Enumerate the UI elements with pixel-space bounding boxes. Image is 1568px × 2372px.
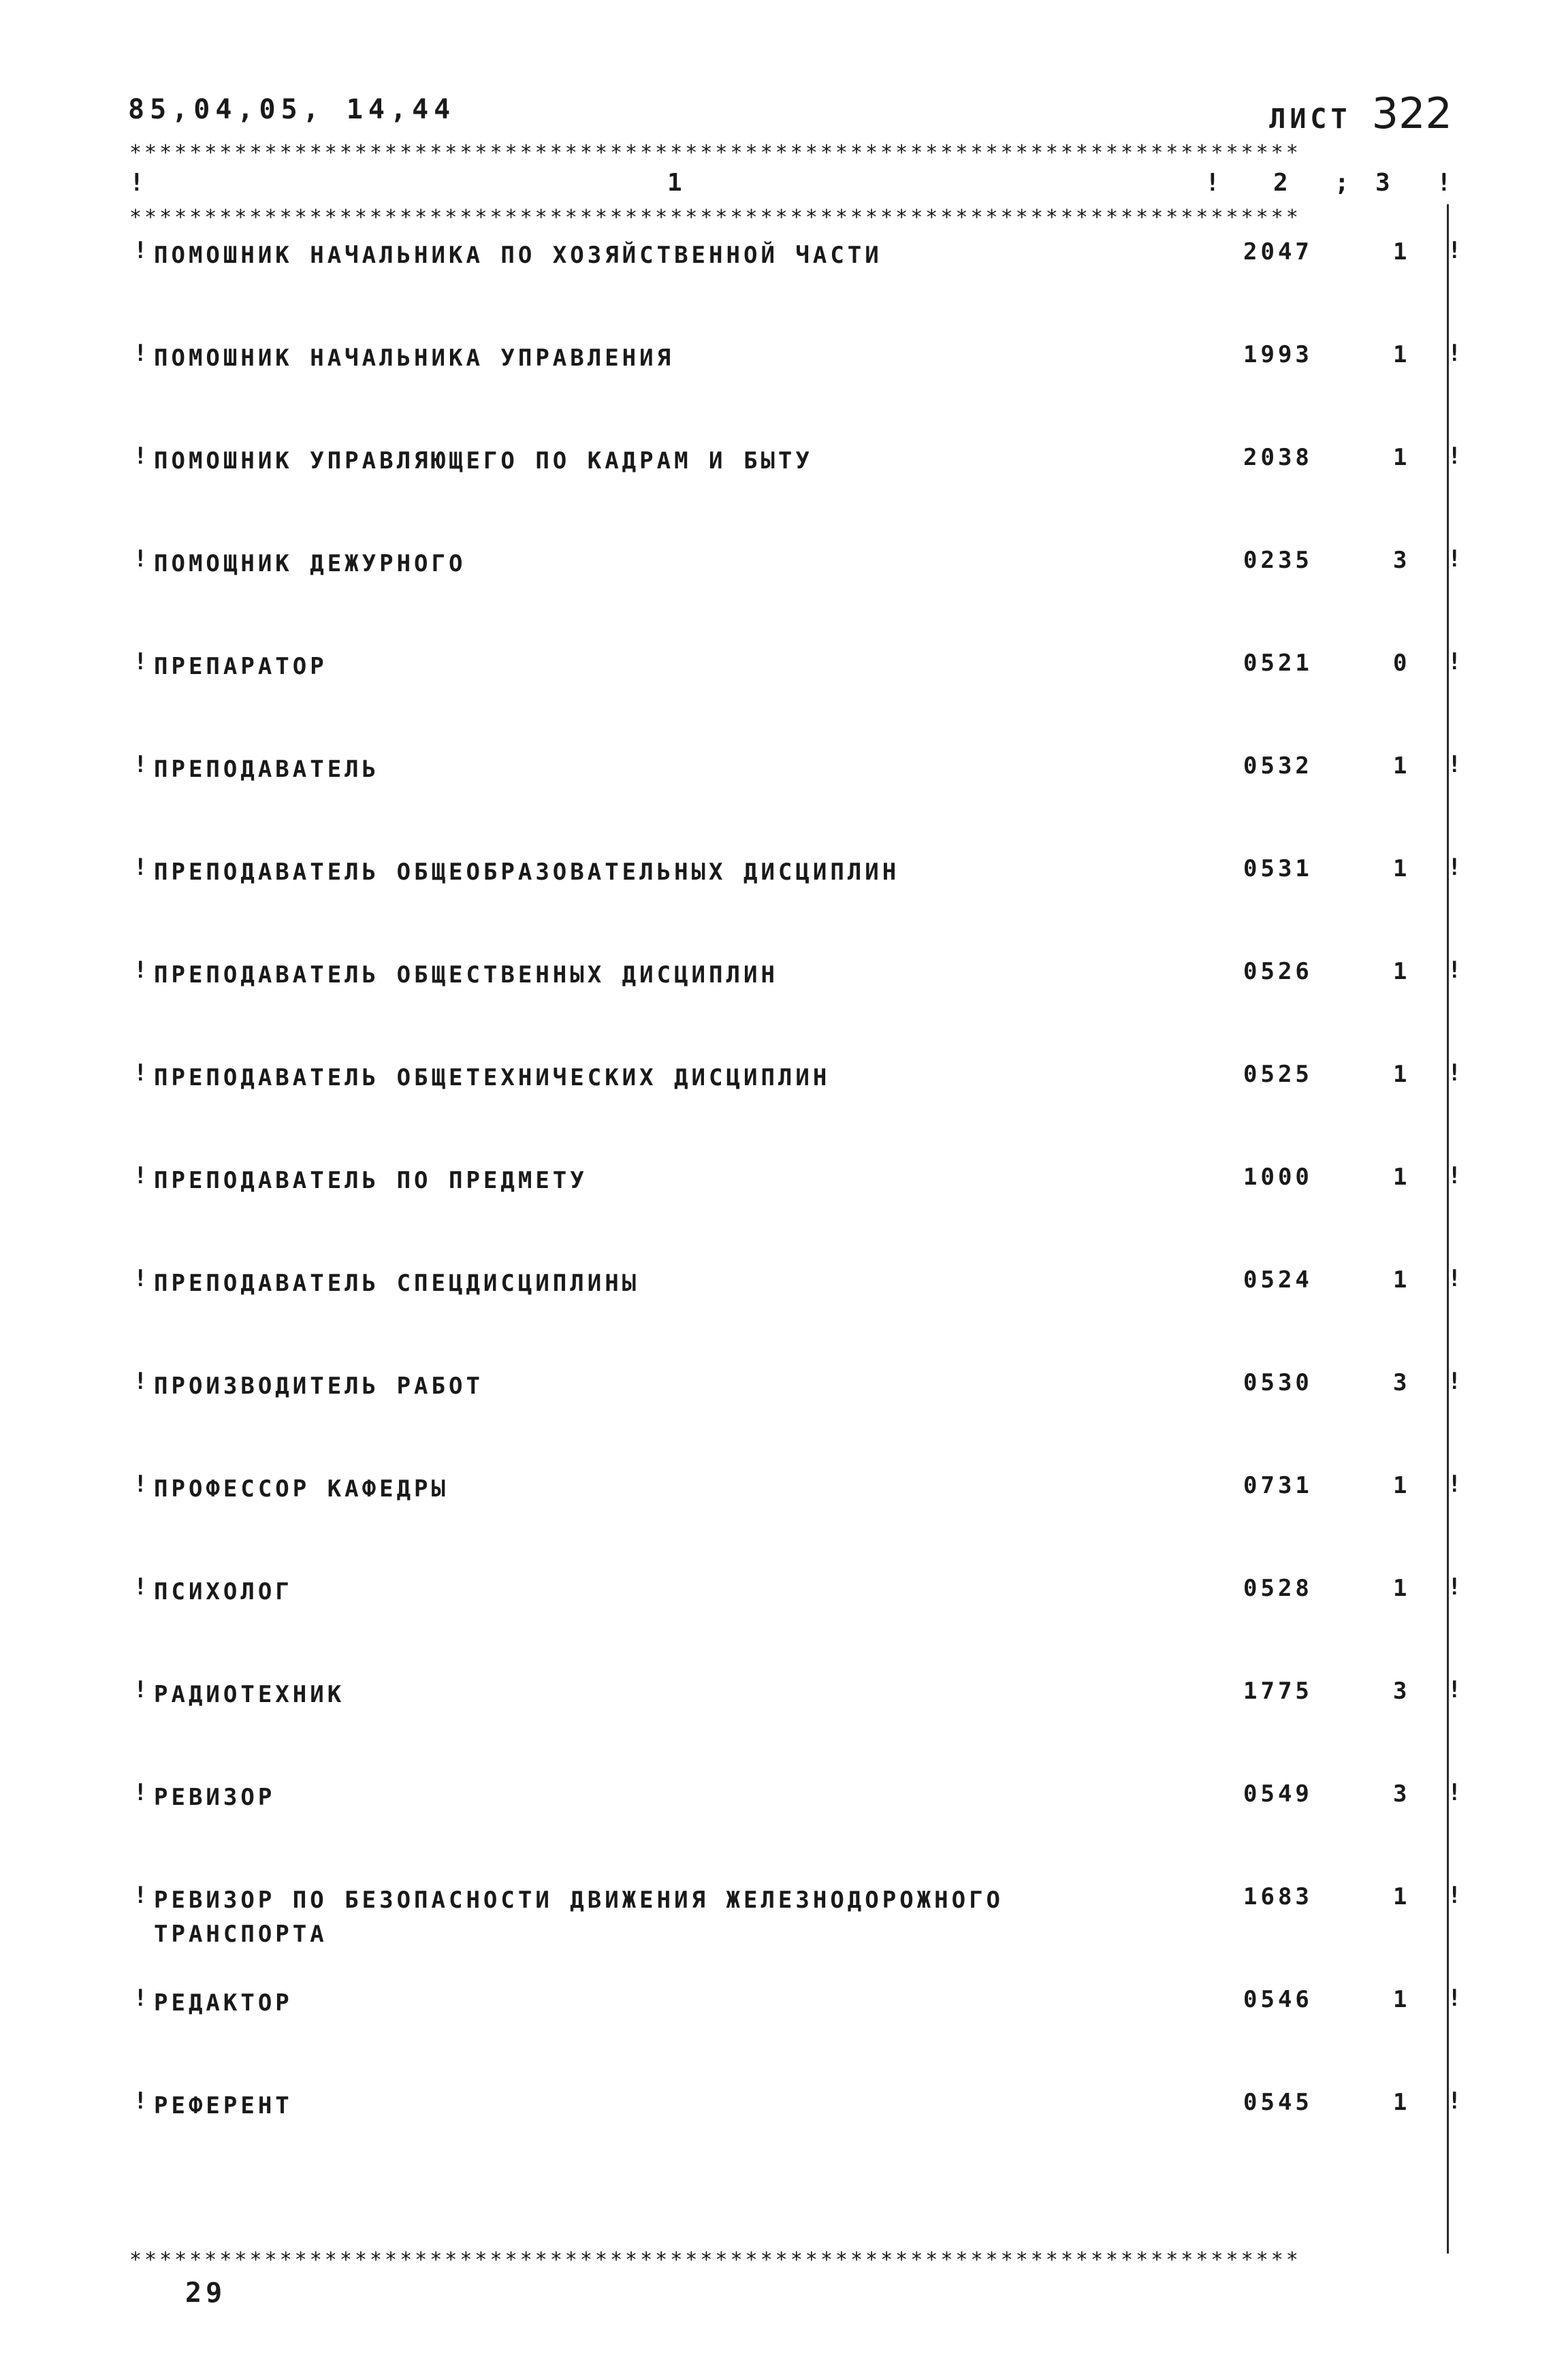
column-header-bar: ! xyxy=(129,169,144,197)
position-name: ПОМОШНИК УПРАВЛЯЮЩЕГО ПО КАДРАМ И БЫТУ xyxy=(154,447,813,475)
position-code: 1000 xyxy=(1243,1164,1313,1191)
position-code: 0530 xyxy=(1243,1369,1313,1396)
row-right-bar: ! xyxy=(1447,1882,1462,1909)
column-header-bar: ; xyxy=(1334,169,1349,197)
position-code: 0521 xyxy=(1243,650,1313,677)
position-code: 1683 xyxy=(1243,1883,1313,1910)
column-header-1: 1 xyxy=(667,169,682,197)
position-name: РЕФЕРЕНТ xyxy=(154,2092,293,2119)
row-right-bar: ! xyxy=(1447,751,1462,778)
table-row xyxy=(133,1979,1462,2074)
row-right-bar: ! xyxy=(1447,443,1462,470)
table-row xyxy=(133,1671,1462,1766)
table-row xyxy=(133,1260,1462,1355)
position-code: 2047 xyxy=(1243,238,1313,266)
position-category: 1 xyxy=(1393,341,1407,368)
position-code: 0731 xyxy=(1243,1472,1313,1499)
position-code: 0531 xyxy=(1243,855,1313,882)
position-category: 3 xyxy=(1393,1369,1407,1396)
position-name: ПРОИЗВОДИТЕЛЬ РАБОТ xyxy=(154,1373,483,1400)
position-category: 1 xyxy=(1393,1472,1407,1499)
position-name: ПРОФЕССОР КАФЕДРЫ xyxy=(154,1475,449,1503)
position-category: 1 xyxy=(1393,1266,1407,1294)
row-right-bar: ! xyxy=(1447,2087,1462,2115)
row-right-bar: ! xyxy=(1447,1676,1462,1703)
row-left-bar: ! xyxy=(133,854,148,881)
column-header-3: 3 xyxy=(1375,169,1390,197)
position-category: 1 xyxy=(1393,958,1407,985)
row-right-bar: ! xyxy=(1447,1985,1462,2012)
position-category: 1 xyxy=(1393,1164,1407,1191)
position-category: 1 xyxy=(1393,1061,1407,1088)
row-left-bar: ! xyxy=(133,1265,148,1292)
position-code: 2038 xyxy=(1243,444,1313,471)
position-category: 1 xyxy=(1393,444,1407,471)
separator-top: ****************************************************************************** xyxy=(129,143,1301,163)
row-right-bar: ! xyxy=(1447,648,1462,675)
page-footer-number: 29 xyxy=(185,2277,227,2309)
table-row xyxy=(133,334,1462,430)
row-left-bar: ! xyxy=(133,2087,148,2115)
position-category: 3 xyxy=(1393,1780,1407,1808)
position-code: 0525 xyxy=(1243,1061,1313,1088)
table-row xyxy=(133,1568,1462,1663)
position-category: 1 xyxy=(1393,1986,1407,2013)
position-name: ПРЕПОДАВАТЕЛЬ ОБЩЕСТВЕННЫХ ДИСЦИПЛИН xyxy=(154,961,778,989)
row-right-bar: ! xyxy=(1447,237,1462,264)
document-code: 85,04,05, 14,44 xyxy=(128,94,456,125)
position-name: ПРЕПАРАТОР xyxy=(154,653,327,680)
row-left-bar: ! xyxy=(133,1985,148,2012)
row-left-bar: ! xyxy=(133,1368,148,1395)
position-category: 3 xyxy=(1393,547,1407,574)
position-category: 3 xyxy=(1393,1678,1407,1705)
row-left-bar: ! xyxy=(133,1882,148,1909)
position-name: ПОМОШНИК НАЧАЛЬНИКА УПРАВЛЕНИЯ xyxy=(154,344,675,372)
sheet-number: 322 xyxy=(1371,89,1452,138)
row-left-bar: ! xyxy=(133,751,148,778)
table-row xyxy=(133,1054,1462,1149)
row-right-bar: ! xyxy=(1447,340,1462,367)
position-category: 1 xyxy=(1393,1883,1407,1910)
position-code: 0532 xyxy=(1243,752,1313,780)
position-name: ПРЕПОДАВАТЕЛЬ СПЕЦДИСЦИПЛИНЫ xyxy=(154,1270,640,1297)
table-row xyxy=(133,1465,1462,1560)
position-name: ПРЕПОДАВАТЕЛЬ ОБЩЕОБРАЗОВАТЕЛЬНЫХ ДИСЦИПЛИН xyxy=(154,859,900,886)
row-right-bar: ! xyxy=(1447,1471,1462,1498)
table-row xyxy=(133,540,1462,635)
sheet-label-text: ЛИСТ xyxy=(1269,103,1351,135)
position-code: 0528 xyxy=(1243,1575,1313,1602)
table-row xyxy=(133,2082,1462,2177)
row-left-bar: ! xyxy=(133,1573,148,1601)
sheet-label xyxy=(1269,89,1452,138)
row-right-bar: ! xyxy=(1447,957,1462,984)
position-category: 0 xyxy=(1393,650,1407,677)
position-code: 1775 xyxy=(1243,1678,1313,1705)
row-right-bar: ! xyxy=(1447,1162,1462,1189)
position-name: РЕВИЗОР ПО БЕЗОПАСНОСТИ ДВИЖЕНИЯ ЖЕЛЕЗНОДОРОЖНОГО ТРАНСПОРТА xyxy=(154,1887,1004,1948)
row-left-bar: ! xyxy=(133,648,148,675)
separator-header: ****************************************************************************** xyxy=(129,208,1301,228)
table-row xyxy=(133,746,1462,841)
position-name: РЕДАКТОР xyxy=(154,1989,293,2017)
position-code: 0546 xyxy=(1243,1986,1313,2013)
position-category: 1 xyxy=(1393,1575,1407,1602)
position-code: 0235 xyxy=(1243,547,1313,574)
table-row xyxy=(133,437,1462,532)
column-header-bar: ! xyxy=(1205,169,1220,197)
position-category: 1 xyxy=(1393,752,1407,780)
table-row xyxy=(133,1774,1462,1869)
column-header-2: 2 xyxy=(1273,169,1288,197)
row-right-bar: ! xyxy=(1447,1265,1462,1292)
position-name: ПОМОШНИК НАЧАЛЬНИКА ПО ХОЗЯЙСТВЕННОЙ ЧАСТИ xyxy=(154,242,882,269)
position-code: 0526 xyxy=(1243,958,1313,985)
table-row xyxy=(133,1876,1462,1972)
table-row xyxy=(133,231,1462,327)
position-name: РАДИОТЕХНИК xyxy=(154,1681,345,1708)
position-code: 1993 xyxy=(1243,341,1313,368)
position-name: ПРЕПОДАВАТЕЛЬ ОБЩЕТЕХНИЧЕСКИХ ДИСЦИПЛИН xyxy=(154,1064,831,1091)
table-row xyxy=(133,951,1462,1046)
row-right-bar: ! xyxy=(1447,1779,1462,1806)
row-left-bar: ! xyxy=(133,957,148,984)
row-right-bar: ! xyxy=(1447,1059,1462,1087)
position-name: ПСИХОЛОГ xyxy=(154,1578,293,1605)
row-left-bar: ! xyxy=(133,545,148,573)
position-name: ПРЕПОДАВАТЕЛЬ ПО ПРЕДМЕТУ xyxy=(154,1167,588,1194)
position-name: РЕВИЗОР xyxy=(154,1784,276,1811)
row-left-bar: ! xyxy=(133,1676,148,1703)
table-row xyxy=(133,643,1462,738)
row-right-bar: ! xyxy=(1447,1573,1462,1601)
table-row xyxy=(133,1157,1462,1252)
table-row xyxy=(133,1362,1462,1458)
row-left-bar: ! xyxy=(133,443,148,470)
position-code: 0524 xyxy=(1243,1266,1313,1294)
row-left-bar: ! xyxy=(133,1162,148,1189)
position-category: 1 xyxy=(1393,238,1407,266)
row-left-bar: ! xyxy=(133,1471,148,1498)
row-left-bar: ! xyxy=(133,1059,148,1087)
position-name: ПРЕПОДАВАТЕЛЬ xyxy=(154,756,380,783)
separator-bottom: ****************************************************************************** xyxy=(129,2250,1301,2271)
table-row xyxy=(133,848,1462,944)
position-code: 0549 xyxy=(1243,1780,1313,1808)
position-category: 1 xyxy=(1393,855,1407,882)
column-header-bar: ! xyxy=(1437,169,1452,197)
row-right-bar: ! xyxy=(1447,545,1462,573)
row-right-bar: ! xyxy=(1447,1368,1462,1395)
row-left-bar: ! xyxy=(133,1779,148,1806)
row-right-bar: ! xyxy=(1447,854,1462,881)
position-name: ПОМОЩНИК ДЕЖУРНОГО xyxy=(154,550,466,577)
position-category: 1 xyxy=(1393,2089,1407,2116)
column-header-row xyxy=(129,169,1450,203)
row-left-bar: ! xyxy=(133,340,148,367)
row-left-bar: ! xyxy=(133,237,148,264)
position-code: 0545 xyxy=(1243,2089,1313,2116)
